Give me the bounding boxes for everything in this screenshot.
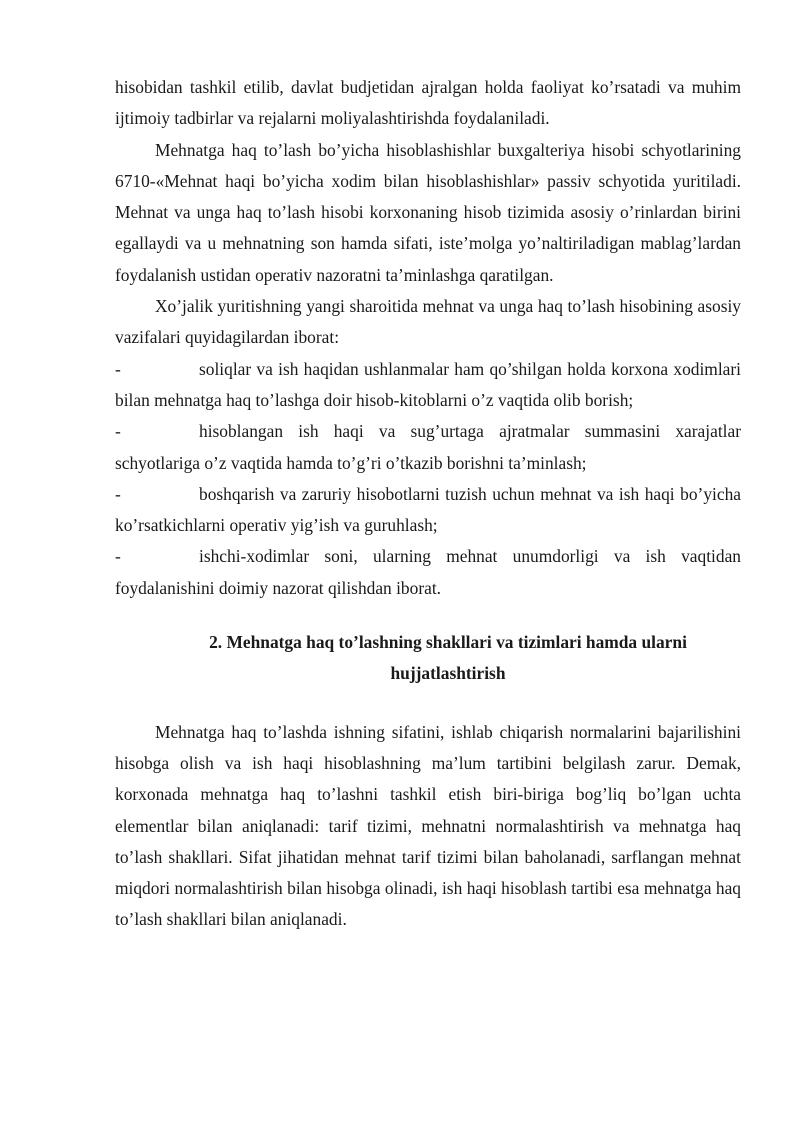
paragraph-tasks-intro: Xo’jalik yuritishning yangi sharoitida mehnat va unga haq to’lash hisobining asosiy vazifalari quyidagilardan iborat: (115, 296, 741, 348)
list-item (115, 541, 741, 604)
list-item-text: ishchi-xodimlar soni, ularning mehnat unumdorligi va ish vaqtidan foydalanishini doimiy nazorat qilishdan iborat. (115, 546, 741, 598)
list-item (115, 354, 741, 417)
list-item-text: boshqarish va zaruriy hisobotlarni tuzish uchun mehnat va ish haqi bo’yicha ko’rsatkichlarni operativ yig’ish va guruhlash; (115, 483, 741, 536)
bullet-marker: - (115, 483, 121, 504)
section-heading-line-2: hujjatlashtirish (390, 663, 506, 684)
bullet-marker: - (115, 358, 121, 379)
section-heading-line-1: 2. Mehnatga haq to’lashning shakllari va tizimlari hamda ularni (209, 632, 687, 653)
bullet-marker: - (115, 546, 121, 567)
paragraph-payroll-accounts: Mehnatga haq to’lash bo’yicha hisoblashishlar buxgalteriya hisobi schyotlarining 6710-«Mehnat haqi bo’yicha xodim bilan hisoblashishlar» passiv schyotida yuritiladi. Mehnat va unga haq to’lash hisobi korxonaning hisob tizimida asosiy o’rinlardan birini egallaydi va u mehnatning son hamda sifati, iste’molga yo’naltiriladigan mablag’lardan foydalanish ustidan operativ nazoratni ta’minlashga qaratilgan. (115, 139, 741, 285)
document-page (115, 72, 741, 936)
list-item-text: soliqlar va ish haqidan ushlanmalar ham qo’shilgan holda korxona xodimlari bilan mehnatga haq to’lashga doir hisob-kitoblarni o’z vaqtida olib borish; (115, 358, 741, 410)
list-item (115, 479, 741, 542)
list-item (115, 416, 741, 479)
paragraph-continuation: hisobidan tashkil etilib, davlat budjetidan ajralgan holda faoliyat ko’rsatadi va muhim ijtimoiy tadbirlar va rejalarni moliyalashtirishda foydalaniladi. (115, 77, 741, 129)
paragraph-wage-forms: Mehnatga haq to’lashda ishning sifatini, ishlab chiqarish normalarini bajarilishini hisobga olish va ish haqi hisoblashning ma’lum tartibini belgilash zarur. Demak, korxonada mehnatga haq to’lashni tashkil etish biri-biriga bog’liq bo’lgan uchta elementlar bilan aniqlanadi: tarif tizimi, mehnatni normalashtirish va mehnatga haq to’lash shakllari. Sifat jihatidan mehnat tarif tizimi bilan baholanadi, sarflangan mehnat miqdori normalashtirish bilan hisobga olinadi, ish haqi hisoblash tartibi esa mehnatga haq to’lash shakllari bilan aniqlanadi. (115, 721, 741, 930)
bullet-marker: - (115, 421, 121, 442)
section-heading (115, 627, 741, 690)
list-item-text: hisoblangan ish haqi va sug’urtaga ajratmalar summasini xarajatlar schyotlariga o’z vaqtida hamda to’g’ri o’tkazib borishni ta’minlash; (115, 421, 741, 473)
